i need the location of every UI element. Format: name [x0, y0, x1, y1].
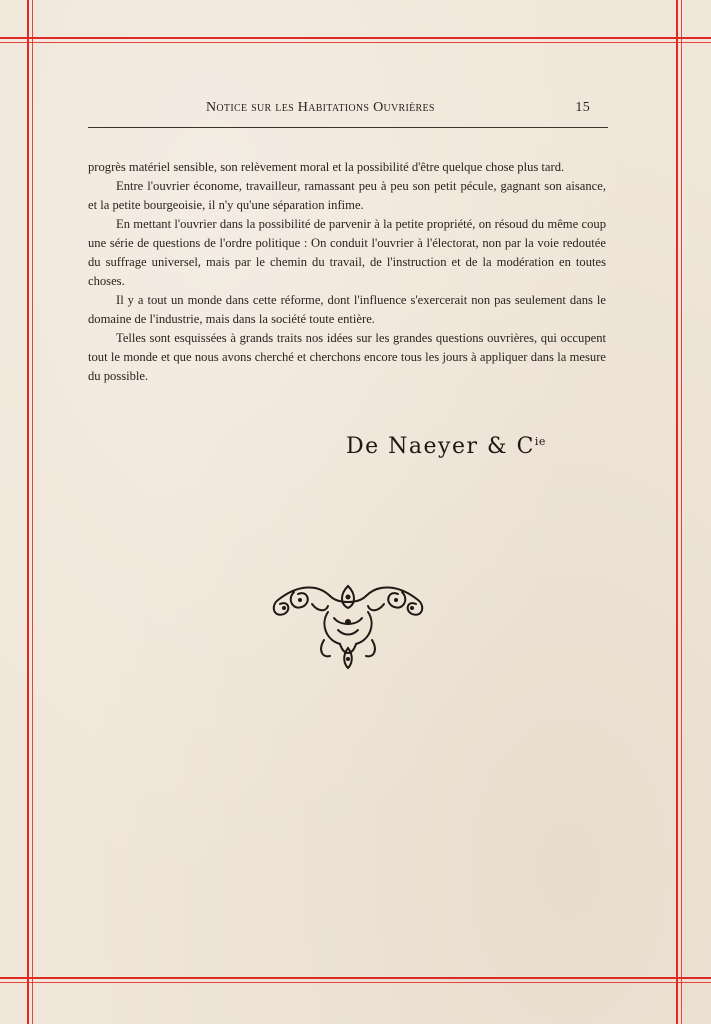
- signature-name: De Naeyer & C: [346, 434, 535, 459]
- running-head: [88, 100, 608, 120]
- header-divider: [88, 127, 608, 128]
- paragraph: Telles sont esquissées à grands traits nos idées sur les grandes questions ouvrières, qui occupent tout le monde et que nous avons cherché et cherchons encore tous les jours à appliquer dans la mesure du possible.: [88, 331, 606, 383]
- running-title: Notice sur les Habitations Ouvrières: [206, 100, 435, 115]
- paragraph: En mettant l'ouvrier dans la possibilité de parvenir à la petite propriété, on résoud du même coup une série de questions de l'ordre politique : On conduit l'ouvrier à l'électorat, non par la voie redoutée du suffrage universel, mais par le chemin du travail, de l'instruction et de la modération en toutes choses.: [88, 217, 606, 288]
- border-right-inner: [681, 0, 682, 1024]
- page-number: 15: [575, 100, 590, 115]
- border-bottom-inner: [0, 982, 711, 983]
- border-left-outer: [27, 0, 29, 1024]
- paragraph: Il y a tout un monde dans cette réforme, dont l'influence s'exercerait non pas seulement dans le domaine de l'industrie, mais dans la société toute entière.: [88, 293, 606, 326]
- border-left-inner: [32, 0, 33, 1024]
- body-text: [88, 158, 606, 386]
- border-top-outer: [0, 37, 711, 39]
- paragraph: Entre l'ouvrier économe, travailleur, ramassant peu à peu son petit pécule, gagnant son aisance, et la petite bourgeoisie, il n'y qu'une séparation infime.: [88, 179, 606, 212]
- border-top-inner: [0, 42, 711, 43]
- border-right-outer: [676, 0, 678, 1024]
- company-signature: [346, 434, 546, 459]
- signature-superscript: ie: [534, 435, 546, 448]
- floral-vignette-icon: [268, 578, 428, 670]
- paragraph: progrès matériel sensible, son relèvement moral et la possibilité d'être quelque chose plus tard.: [88, 160, 565, 174]
- border-bottom-outer: [0, 977, 711, 979]
